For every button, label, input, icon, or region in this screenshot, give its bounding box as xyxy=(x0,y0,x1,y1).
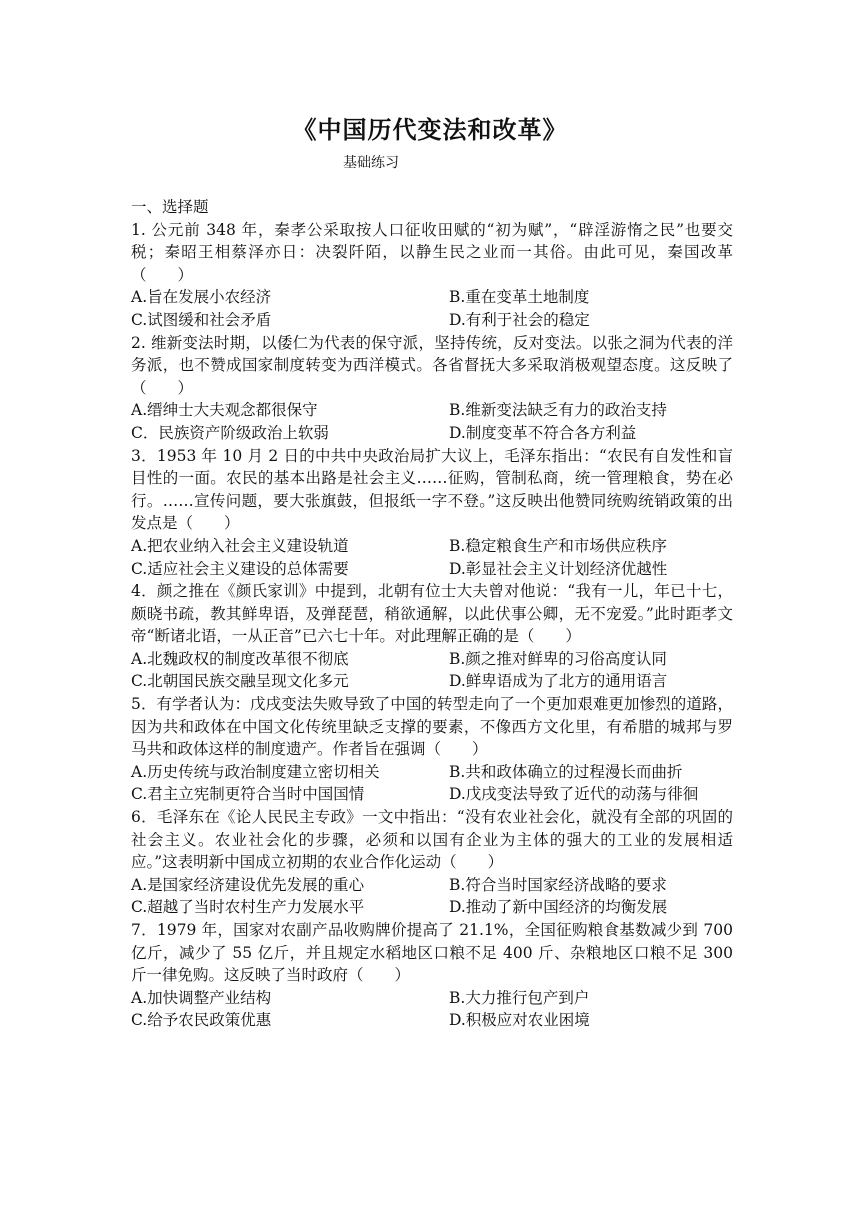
option-a: A.把农业纳入社会主义建设轨道 xyxy=(131,536,349,555)
page-title: 《中国历代变法和改革》 xyxy=(292,116,568,144)
option-a: A.历史传统与政治制度建立密切相关 xyxy=(131,762,380,781)
option-c: C.君主立宪制更符合当时中国国情 xyxy=(131,785,365,804)
option-row xyxy=(131,670,733,693)
option-row xyxy=(131,558,733,581)
option-b: B.重在变革土地制度 xyxy=(449,288,590,307)
question-3 xyxy=(131,445,733,581)
option-row xyxy=(131,874,733,897)
question-stem: 7．1979 年，国家对农副产品收购牌价提高了 21.1%，全国征购粮食基数减少到 700 亿斤，减少了 55 亿斤，并且规定水稻地区口粮不足 400 斤、杂粮地区口粮不足 300 斤一律免购。这反映了当时政府（ ） xyxy=(131,921,733,985)
option-d: D.彰显社会主义计划经济优越性 xyxy=(449,559,668,578)
option-row xyxy=(131,648,733,671)
option-row xyxy=(131,535,733,558)
option-row xyxy=(131,896,733,919)
question-2 xyxy=(131,332,733,445)
option-row xyxy=(131,286,733,309)
question-6 xyxy=(131,806,733,919)
option-c: C.北朝国民族交融呈现文化多元 xyxy=(131,672,349,691)
option-c: C.适应社会主义建设的总体需要 xyxy=(131,559,349,578)
option-c: C.试图缓和社会矛盾 xyxy=(131,310,272,329)
section-heading: 一、选择题 xyxy=(131,198,209,216)
option-d: D.有利于社会的稳定 xyxy=(449,310,590,329)
option-c: C.给予农民政策优惠 xyxy=(131,1011,272,1030)
question-stem: 6．毛泽东在《论人民民主专政》一文中指出：“没有农业社会化，就没有全部的巩固的社会主义。农业社会化的步骤，必须和以国有企业为主体的强大的工业的发展相适应。”这表明新中国成立初期的农业合作化运动（ ） xyxy=(131,808,733,872)
question-7 xyxy=(131,919,733,1032)
option-c: C．民族资产阶级政治上软弱 xyxy=(131,423,329,442)
option-a: A.旨在发展小农经济 xyxy=(131,288,272,307)
question-4 xyxy=(131,580,733,693)
question-1 xyxy=(131,219,733,332)
option-c: C.超越了当时农村生产力发展水平 xyxy=(131,898,365,917)
question-list xyxy=(131,196,733,1032)
option-d: D.戊戌变法导致了近代的动荡与徘徊 xyxy=(449,785,699,804)
question-stem: 3．1953 年 10 月 2 日的中共中央政治局扩大议上，毛泽东指出：“农民有自发性和盲目性的一面。农民的基本出路是社会主义……征购，管制私商，统一管理粮食，势在必行。……宣传问题，要大张旗鼓，但报纸一字不登。”这反映出他赞同统购统销政策的出发点是（ ） xyxy=(131,446,733,533)
option-d: D.制度变革不符合各方利益 xyxy=(449,423,637,442)
option-row xyxy=(131,761,733,784)
option-d: D.积极应对农业困境 xyxy=(449,1011,590,1030)
option-b: B.维新变法缺乏有力的政治支持 xyxy=(449,401,667,420)
option-a: A.是国家经济建设优先发展的重心 xyxy=(131,875,365,894)
option-b: B.符合当时国家经济战略的要求 xyxy=(449,875,667,894)
option-b: B.共和政体确立的过程漫长而曲折 xyxy=(449,762,683,781)
option-row xyxy=(131,987,733,1010)
option-d: D.鲜卑语成为了北方的通用语言 xyxy=(449,672,668,691)
option-d: D.推动了新中国经济的均衡发展 xyxy=(449,898,668,917)
option-a: A.加快调整产业结构 xyxy=(131,988,272,1007)
option-row xyxy=(131,399,733,422)
option-b: B.稳定粮食生产和市场供应秩序 xyxy=(449,536,667,555)
option-row xyxy=(131,783,733,806)
option-a: A.北魏政权的制度改革很不彻底 xyxy=(131,649,349,668)
option-row xyxy=(131,1009,733,1032)
question-stem: 2. 维新变法时期，以倭仁为代表的保守派，坚持传统，反对变法。以张之洞为代表的洋务派，也不赞成国家制度转变为西洋模式。各省督抚大多采取消极观望态度。这反映了（ ） xyxy=(131,333,733,397)
option-a: A.缙绅士大夫观念都很保守 xyxy=(131,401,318,420)
page-subtitle: 基础练习 xyxy=(343,155,399,171)
question-stem: 5．有学者认为：戊戌变法失败导致了中国的转型走向了一个更加艰难更加惨烈的道路，因为共和政体在中国文化传统里缺乏支撑的要素，不像西方文化里，有希腊的城邦与罗马共和政体这样的制度遗产。作者旨在强调（ ） xyxy=(131,695,733,759)
question-5 xyxy=(131,693,733,806)
option-row xyxy=(131,309,733,332)
question-stem: 1. 公元前 348 年，秦孝公采取按人口征收田赋的“初为赋”，“辟淫游惰之民”也要交税；秦昭王相蔡泽亦日：决裂阡陌，以静生民之业而一其俗。由此可见，秦国改革（ ） xyxy=(131,220,733,284)
option-b: B.颜之推对鲜卑的习俗高度认同 xyxy=(449,649,667,668)
option-row xyxy=(131,422,733,445)
option-b: B.大力推行包产到户 xyxy=(449,988,590,1007)
question-stem: 4．颜之推在《颜氏家训》中提到，北朝有位士大夫曾对他说：“我有一儿，年已十七，颇晓书疏，教其鲜卑语，及弹琵琶，稍欲通解，以此伏事公卿，无不宠爱。”此时距孝文帝“断诸北语，一从正音”已六七十年。对此理解正确的是（ ） xyxy=(131,582,733,646)
